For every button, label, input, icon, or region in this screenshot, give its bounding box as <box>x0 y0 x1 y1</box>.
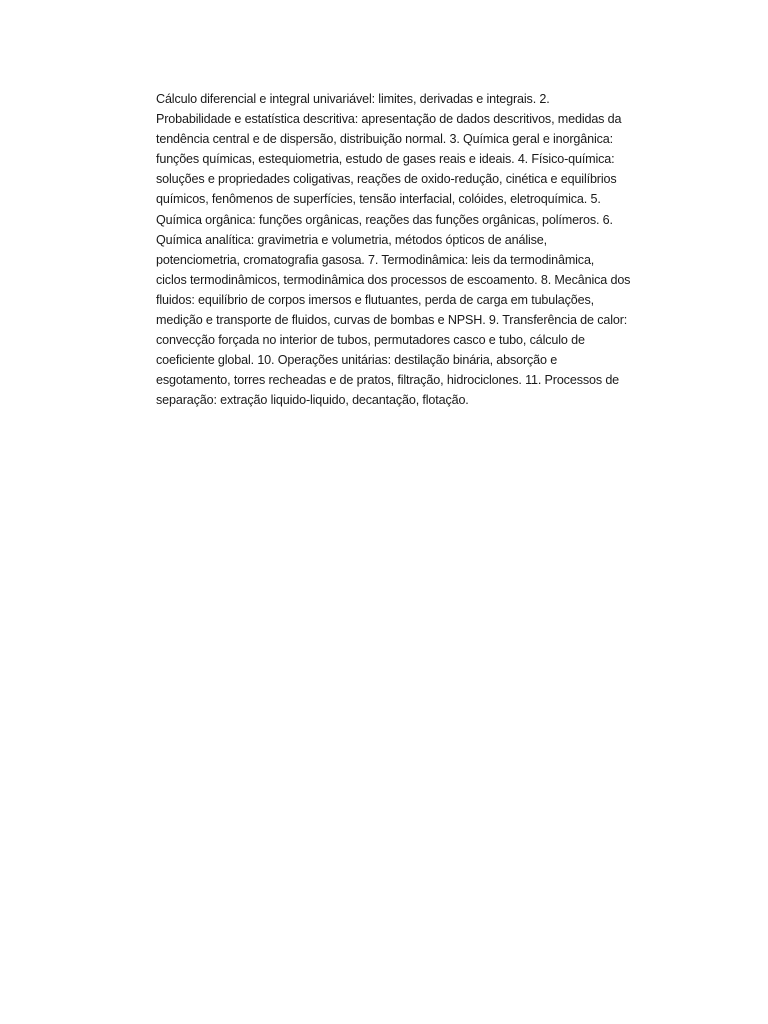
text-line: separação: extração liquido-liquido, decantação, flotação. <box>156 393 469 408</box>
text-line: químicos, fenômenos de superfícies, tensão interfacial, colóides, eletroquímica. 5. <box>156 192 601 207</box>
text-line: funções químicas, estequiometria, estudo de gases reais e ideais. 4. Físico-química: <box>156 152 615 167</box>
text-line: coeficiente global. 10. Operações unitárias: destilação binária, absorção e <box>156 353 558 368</box>
text-line: Química orgânica: funções orgânicas, reações das funções orgânicas, polímeros. 6. <box>156 212 613 227</box>
text-line: medição e transporte de fluidos, curvas de bombas e NPSH. 9. Transferência de calor: <box>156 313 628 328</box>
text-line: soluções e propriedades coligativas, reações de oxido-redução, cinética e equilíbrios <box>156 172 617 187</box>
text-line: esgotamento, torres recheadas e de pratos, filtração, hidrociclones. 11. Processos de <box>156 373 620 388</box>
text-line: potenciometria, cromatografia gasosa. 7. Termodinâmica: leis da termodinâmica, <box>156 252 595 267</box>
text-line: Probabilidade e estatística descritiva: apresentação de dados descritivos, medidas da <box>156 112 622 127</box>
text-line: fluidos: equilíbrio de corpos imersos e flutuantes, perda de carga em tubulações, <box>156 292 594 307</box>
text-line: Cálculo diferencial e integral univariável: limites, derivadas e integrais. 2. <box>156 92 550 106</box>
text-line: convecção forçada no interior de tubos, permutadores casco e tubo, cálculo de <box>156 333 585 348</box>
text-line: Química analítica: gravimetria e volumetria, métodos ópticos de análise, <box>156 232 547 247</box>
text-line: ciclos termodinâmicos, termodinâmica dos processos de escoamento. 8. Mecânica dos <box>156 272 631 287</box>
body-paragraph <box>156 89 666 411</box>
text-line: tendência central e de dispersão, distribuição normal. 3. Química geral e inorgânica: <box>156 132 613 147</box>
